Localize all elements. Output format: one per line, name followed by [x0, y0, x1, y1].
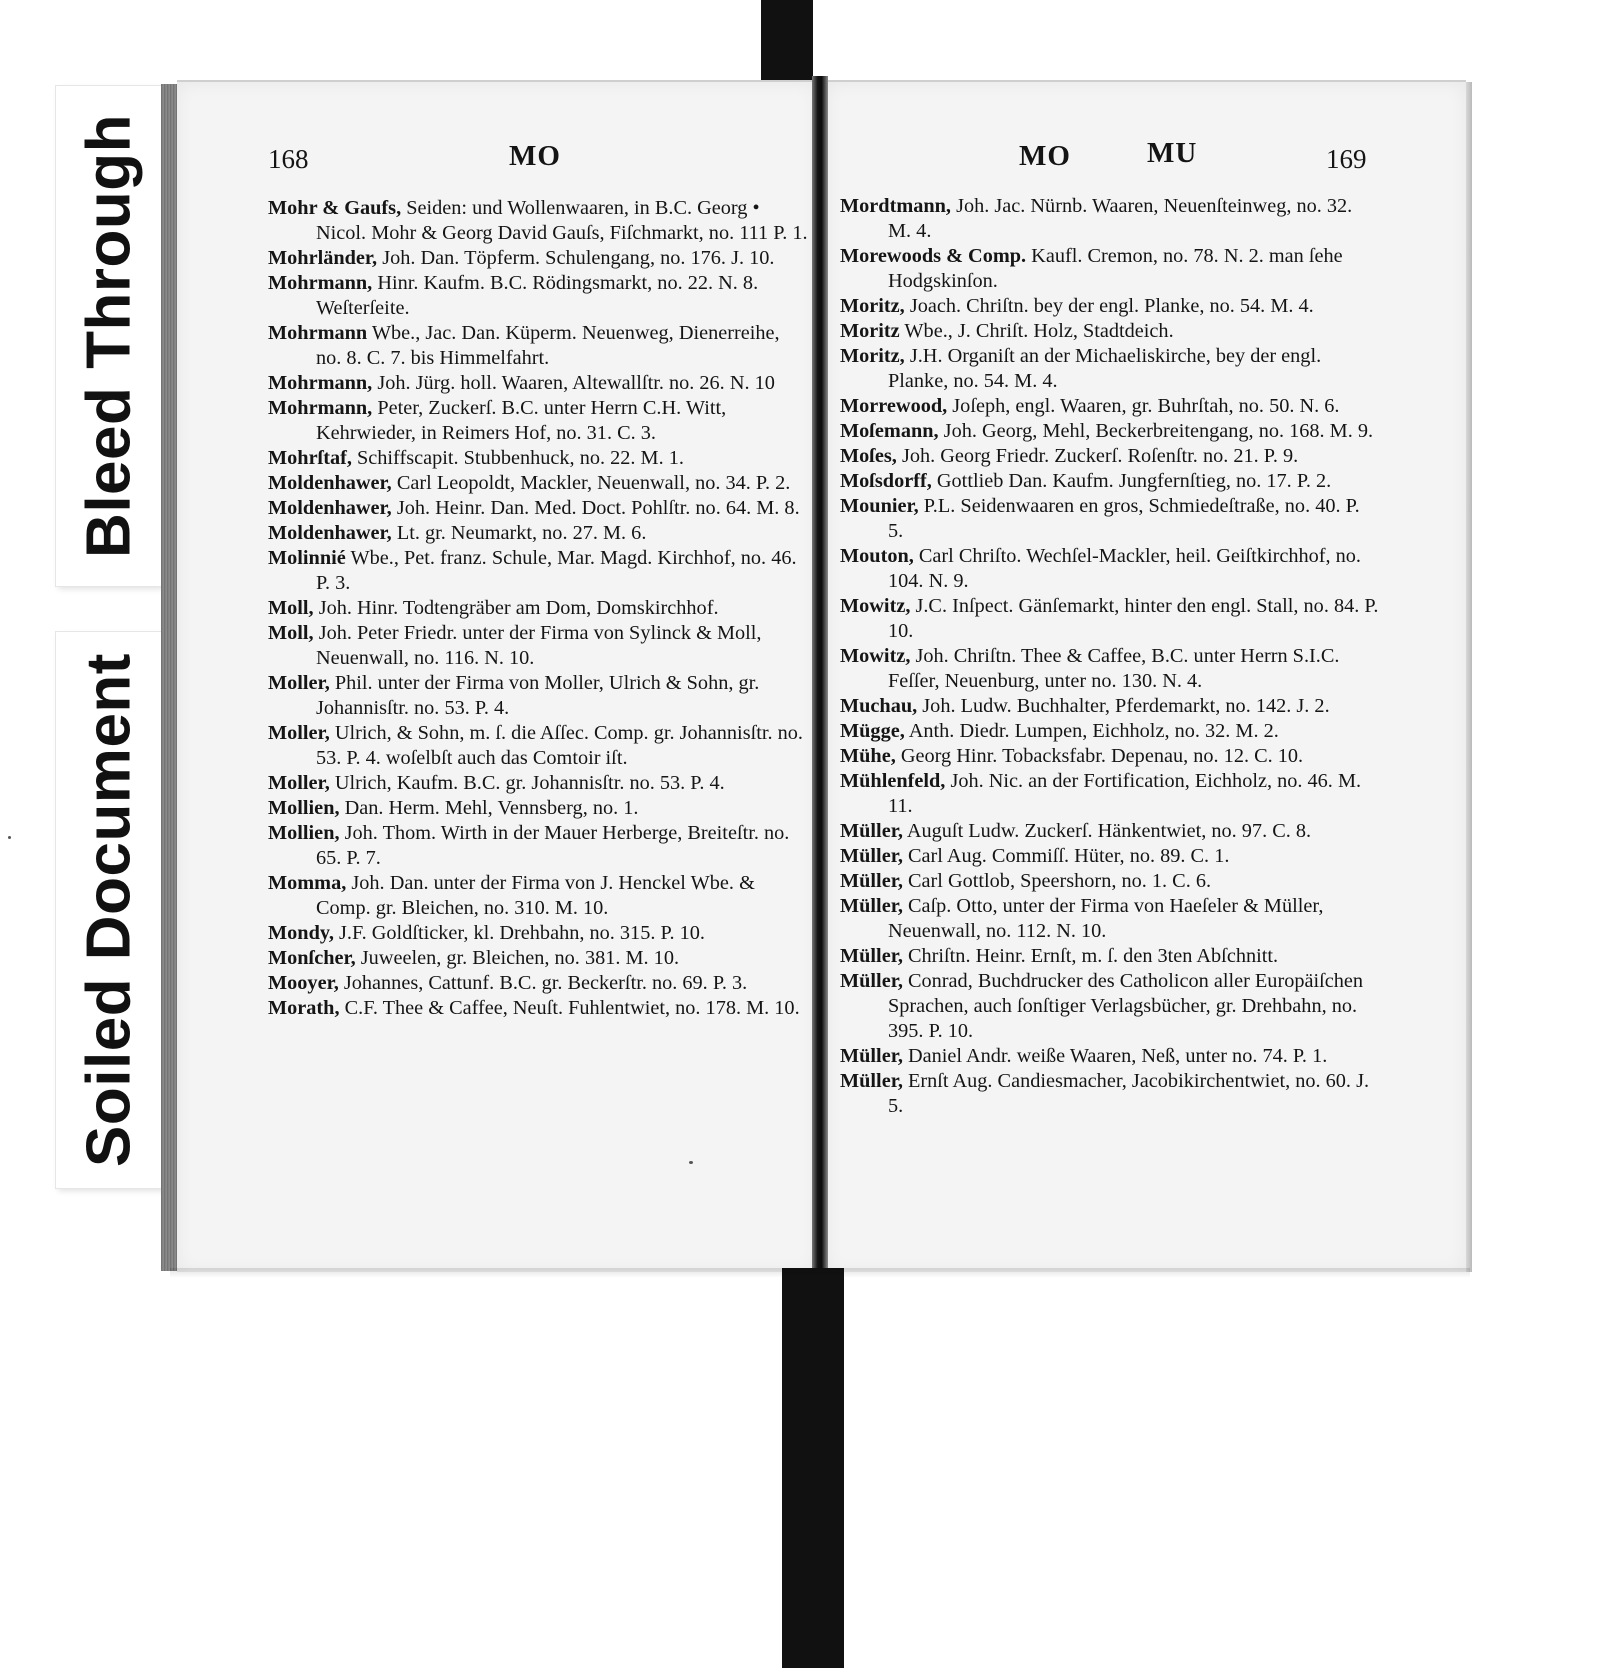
entry-details: Joh. Nic. an der Fortification, Eichholz, no. 46. M. 11. [888, 770, 1362, 817]
directory-entry [268, 196, 808, 246]
entry-name: Moritz, [840, 295, 905, 317]
binding-strip-bottom [782, 1268, 844, 1668]
directory-entry [840, 294, 1380, 319]
binding-strip-top [761, 0, 813, 80]
book-gutter [812, 76, 828, 1272]
entry-name: Morrewood, [840, 395, 948, 417]
entry-details: Chriſtn. Heinr. Ernſt, m. ſ. den 3ten Abſchnitt. [907, 945, 1279, 967]
entry-name: Monſcher, [268, 947, 356, 969]
directory-entry [268, 546, 808, 596]
entry-details: Daniel Andr. weiße Waaren, Neß, unter no. 74. P. 1. [907, 1045, 1328, 1067]
directory-entry [840, 469, 1380, 494]
entry-details: Joſeph, engl. Waaren, gr. Buhrſtah, no. 50. N. 6. [952, 395, 1340, 417]
directory-entry [840, 1069, 1380, 1119]
directory-entry [840, 819, 1380, 844]
entry-name: Mooyer, [268, 972, 339, 994]
entry-name: Moller, [268, 722, 330, 744]
entry-name: Müller, [840, 945, 903, 967]
entry-name: Müller, [840, 970, 903, 992]
right-section-heading-mu: MU [1147, 137, 1198, 169]
entry-name: Müller, [840, 1070, 903, 1092]
entry-details: Ulrich, Kaufm. B.C. gr. Johannisſtr. no. 53. P. 4. [334, 772, 725, 794]
entry-details: Joach. Chriſtn. bey der engl. Planke, no. 54. M. 4. [909, 295, 1314, 317]
entry-name: Mügge, [840, 720, 905, 742]
left-section-heading: MO [509, 140, 561, 172]
entry-name: Moſemann, [840, 420, 939, 442]
entry-name: Muchau, [840, 695, 918, 717]
entry-name: Molinnié [268, 547, 346, 569]
directory-entry [840, 844, 1380, 869]
entry-name: Müller, [840, 1045, 903, 1067]
entry-details: Carl Chriſto. Wechſel-Mackler, heil. Geiſtkirchhof, no. 104. N. 9. [888, 545, 1362, 592]
directory-entry [840, 494, 1380, 544]
left-page-number: 168 [268, 144, 309, 174]
directory-entry [268, 671, 808, 721]
entry-details: Carl Leopoldt, Mackler, Neuenwall, no. 34. P. 2. [396, 472, 791, 494]
entry-details: J.C. Inſpect. Gänſemarkt, hinter den engl. Stall, no. 84. P. 10. [888, 595, 1379, 642]
entry-details: Joh. Ludw. Buchhalter, Pferdemarkt, no. 142. J. 2. [922, 695, 1330, 717]
entry-details: Peter, Zuckerſ. B.C. unter Herrn C.H. Witt, Kehrwieder, in Reimers Hof, no. 31. C. 3. [316, 397, 727, 444]
directory-entry [268, 946, 808, 971]
entry-name: Moldenhawer, [268, 522, 392, 544]
entry-details: Hinr. Kaufm. B.C. Rödingsmarkt, no. 22. N. 8. Weſterſeite. [316, 272, 759, 319]
book-edge [161, 84, 177, 1271]
entry-details: Joh. Hinr. Todtengräber am Dom, Domskirchhof. [318, 597, 719, 619]
entry-details: P.L. Seidenwaaren en gros, Schmiedeſtraße, no. 40. P. 5. [888, 495, 1360, 542]
entry-name: Mühe, [840, 745, 896, 767]
entry-details: Joh. Chriſtn. Thee & Caffee, B.C. unter Herrn S.I.C. Feſſer, Neuenburg, unter no. 130. N. 4. [888, 645, 1340, 692]
entry-name: Mühlenfeld, [840, 770, 946, 792]
entry-details: Carl Gottlob, Speershorn, no. 1. C. 6. [907, 870, 1212, 892]
entry-details: Carl Aug. Commiſſ. Hüter, no. 89. C. 1. [907, 845, 1230, 867]
page-shadow [170, 1268, 1470, 1278]
directory-entry [268, 471, 808, 496]
entry-name: Moll, [268, 622, 314, 644]
directory-entry [268, 721, 808, 771]
entry-details: Joh. Jürg. holl. Waaren, Altewallſtr. no. 26. N. 10 [377, 372, 775, 394]
entry-name: Mohrmann, [268, 397, 373, 419]
directory-entry [840, 719, 1380, 744]
directory-entry [840, 969, 1380, 1044]
right-section-heading-mo: MO [1019, 140, 1071, 172]
directory-entry [268, 396, 808, 446]
directory-entry [840, 744, 1380, 769]
directory-entry [840, 944, 1380, 969]
entry-details: Gottlieb Dan. Kaufm. Jungfernſtieg, no. 17. P. 2. [936, 470, 1332, 492]
entry-name: Mohrmann [268, 322, 368, 344]
entry-details: Conrad, Buchdrucker des Catholicon aller Europäiſchen Sprachen, auch ſonſtiger Verlagsbücher, gr. Drehbahn, no. 395. P. 10. [888, 970, 1364, 1042]
entry-details: Joh. Heinr. Dan. Med. Doct. Pohlſtr. no. 64. M. 8. [396, 497, 800, 519]
directory-entry [268, 821, 808, 871]
directory-entry [840, 319, 1380, 344]
entry-name: Mollien, [268, 822, 340, 844]
directory-entry [840, 694, 1380, 719]
entry-details: Phil. unter der Firma von Moller, Ulrich & Sohn, gr. Johannisſtr. no. 53. P. 4. [316, 672, 760, 719]
entry-details: Dan. Herm. Mehl, Vennsberg, no. 1. [344, 797, 639, 819]
directory-entry [268, 521, 808, 546]
entry-details: Seiden: und Wollenwaaren, in B.C. Georg • Nicol. Mohr & Georg David Gauſs, Fiſchmarkt, no. 111 P. 1. [316, 197, 808, 244]
entry-name: Moſsdorff, [840, 470, 932, 492]
entry-details: J.F. Goldſticker, kl. Drehbahn, no. 315. P. 10. [339, 922, 705, 944]
directory-entry [840, 344, 1380, 394]
entry-details: Joh. Georg Friedr. Zuckerſ. Roſenſtr. no. 21. P. 9. [901, 445, 1299, 467]
entry-details: C.F. Thee & Caffee, Neuſt. Fuhlentwiet, no. 178. M. 10. [344, 997, 800, 1019]
entry-name: Mondy, [268, 922, 334, 944]
entry-name: Mordtmann, [840, 195, 951, 217]
directory-entry [840, 894, 1380, 944]
entry-details: Joh. Peter Friedr. unter der Firma von Sylinck & Moll, Neuenwall, no. 116. N. 10. [316, 622, 762, 669]
directory-entry [268, 971, 808, 996]
entry-details: Schiffscapit. Stubbenhuck, no. 22. M. 1. [357, 447, 684, 469]
directory-entry [268, 996, 808, 1021]
entry-name: Mohrmann, [268, 272, 373, 294]
directory-entry [840, 769, 1380, 819]
entry-name: Mouton, [840, 545, 914, 567]
entry-details: Joh. Georg, Mehl, Beckerbreitengang, no. 168. M. 9. [943, 420, 1374, 442]
directory-entry [840, 544, 1380, 594]
entry-details: Joh. Dan. unter der Firma von J. Henckel Wbe. & Comp. gr. Bleichen, no. 310. M. 10. [316, 872, 755, 919]
directory-entry [268, 371, 808, 396]
entry-details: Lt. gr. Neumarkt, no. 27. M. 6. [396, 522, 647, 544]
directory-entry [268, 771, 808, 796]
entry-name: Müller, [840, 870, 903, 892]
directory-entry [840, 1044, 1380, 1069]
entry-details: Caſp. Otto, unter der Firma von Haeſeler & Müller, Neuenwall, no. 112. N. 10. [888, 895, 1324, 942]
entry-name: Mowitz, [840, 595, 911, 617]
entry-name: Mohrmann, [268, 372, 373, 394]
right-page-number: 169 [1326, 144, 1367, 174]
directory-entry [840, 869, 1380, 894]
entry-details: J.H. Organiſt an der Michaeliskirche, bey der engl. Planke, no. 54. M. 4. [888, 345, 1322, 392]
right-page-entries [840, 194, 1380, 1119]
entry-name: Mounier, [840, 495, 919, 517]
entry-name: Müller, [840, 820, 903, 842]
bleed-through-label: Bleed Through [74, 114, 144, 558]
soiled-document-tab [56, 632, 162, 1188]
directory-entry [840, 644, 1380, 694]
entry-name: Moldenhawer, [268, 497, 392, 519]
entry-details: Georg Hinr. Tobacksfabr. Depenau, no. 12. C. 10. [900, 745, 1304, 767]
directory-entry [268, 621, 808, 671]
entry-details: Johannes, Cattunf. B.C. gr. Beckerſtr. no. 69. P. 3. [343, 972, 748, 994]
entry-name: Moll, [268, 597, 314, 619]
entry-details: Auguſt Ludw. Zuckerſ. Hänkentwiet, no. 97. C. 8. [906, 820, 1312, 842]
directory-entry [268, 596, 808, 621]
directory-entry [840, 244, 1380, 294]
directory-entry [268, 921, 808, 946]
directory-entry [268, 271, 808, 321]
entry-details: Joh. Jac. Nürnb. Waaren, Neuenſteinweg, no. 32. M. 4. [888, 195, 1353, 242]
entry-details: Ernſt Aug. Candiesmacher, Jacobikirchentwiet, no. 60. J. 5. [888, 1070, 1370, 1117]
entry-name: Mohr & Gaufs, [268, 197, 402, 219]
entry-details: Joh. Dan. Töpferm. Schulengang, no. 176. J. 10. [382, 247, 775, 269]
directory-entry [268, 246, 808, 271]
entry-name: Mollien, [268, 797, 340, 819]
entry-name: Moritz [840, 320, 900, 342]
left-page-entries [268, 196, 808, 1021]
entry-name: Moller, [268, 672, 330, 694]
entry-name: Morath, [268, 997, 340, 1019]
entry-name: Moldenhawer, [268, 472, 392, 494]
dust-speck [8, 836, 11, 839]
entry-details: Joh. Thom. Wirth in der Mauer Herberge, Breiteſtr. no. 65. P. 7. [316, 822, 790, 869]
directory-entry [840, 594, 1380, 644]
entry-name: Müller, [840, 845, 903, 867]
entry-details: Kaufl. Cremon, no. 78. N. 2. man ſehe Hodgskinſon. [888, 245, 1343, 292]
bleed-through-tab [56, 86, 162, 586]
directory-entry [268, 496, 808, 521]
entry-name: Mohrſtaf, [268, 447, 352, 469]
soiled-document-label: Soiled Document [74, 653, 144, 1167]
entry-details: Wbe., Jac. Dan. Küperm. Neuenweg, Dienerreihe, no. 8. C. 7. bis Himmelfahrt. [316, 322, 780, 369]
entry-name: Mowitz, [840, 645, 911, 667]
entry-details: Wbe., J. Chriſt. Holz, Stadtdeich. [904, 320, 1174, 342]
entry-name: Morewoods & Comp. [840, 245, 1027, 267]
entry-details: Anth. Diedr. Lumpen, Eichholz, no. 32. M. 2. [908, 720, 1279, 742]
directory-entry [268, 796, 808, 821]
entry-details: Ulrich, & Sohn, m. ſ. die Aſſec. Comp. gr. Johannisſtr. no. 53. P. 4. woſelbſt auch das Comtoir iſt. [316, 722, 803, 769]
entry-name: Moller, [268, 772, 330, 794]
entry-name: Moſes, [840, 445, 897, 467]
directory-entry [840, 194, 1380, 244]
directory-entry [268, 446, 808, 471]
directory-entry [268, 321, 808, 371]
directory-entry [268, 871, 808, 921]
entry-details: Juweelen, gr. Bleichen, no. 381. M. 10. [360, 947, 680, 969]
entry-name: Müller, [840, 895, 903, 917]
dust-speck [689, 1161, 693, 1164]
directory-entry [840, 444, 1380, 469]
entry-name: Mohrländer, [268, 247, 378, 269]
directory-entry [840, 419, 1380, 444]
entry-name: Momma, [268, 872, 347, 894]
directory-entry [840, 394, 1380, 419]
entry-name: Moritz, [840, 345, 905, 367]
entry-details: Wbe., Pet. franz. Schule, Mar. Magd. Kirchhof, no. 46. P. 3. [316, 547, 797, 594]
